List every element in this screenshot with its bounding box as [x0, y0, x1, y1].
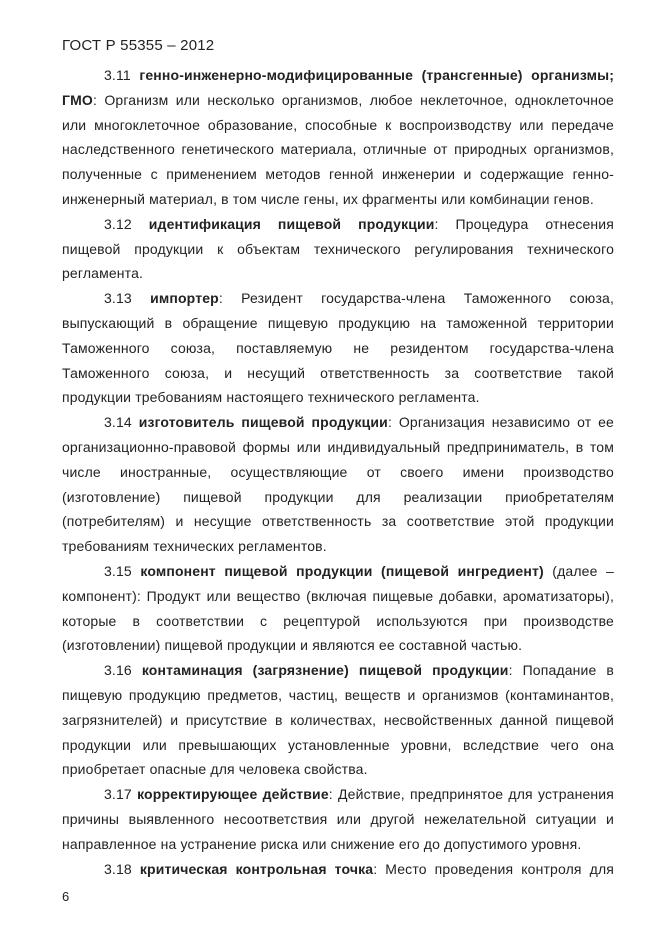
definition-paragraph [62, 286, 614, 410]
text: : Организм или несколько организмов, любое неклеточное, одноклеточное [92, 91, 614, 108]
text-line [62, 857, 614, 882]
term: идентификация пищевой продукции [148, 215, 435, 232]
definition-paragraph [62, 212, 614, 286]
definition-paragraph [62, 658, 614, 782]
text-line [62, 410, 614, 435]
term: корректирующее действие [137, 786, 329, 803]
text: регламента. [62, 265, 144, 282]
definition-paragraph [62, 782, 614, 856]
text: Таможенного союза, поставляемую не резидентом государства-члена [62, 339, 614, 356]
text-line [62, 385, 614, 410]
term: критическая контрольная точка [139, 860, 374, 877]
term: генно-инженерно-модифицированные (трансгенные) организмы; [139, 67, 614, 83]
text: : Организация независимо от ее [387, 414, 614, 431]
text: организационно-правовой формы или индивидуальный предприниматель, в том [62, 438, 614, 455]
text-line [62, 509, 614, 534]
text-line [62, 88, 614, 113]
text-line [62, 683, 614, 708]
definition-paragraph [62, 63, 614, 212]
text: (потребителям) и несущие ответственность за соответствие этой продукции [62, 513, 614, 530]
term: компонент пищевой продукции (пищевой ингредиент) [140, 562, 544, 579]
term: изготовитель пищевой продукции [138, 414, 388, 431]
text-line [62, 261, 614, 286]
text: пищевой продукции к объектам технического регулирования технического [62, 240, 614, 257]
text: 3.13 [104, 290, 151, 307]
text: направленное на устранение риска или снижение его до допустимого уровня. [62, 835, 582, 852]
text: компонент): Продукт или вещество (включая пищевые добавки, ароматизаторы), [62, 587, 614, 604]
page-number: 6 [62, 889, 70, 904]
text: выпускающий в обращение пищевую продукцию на таможенной территории [62, 314, 614, 331]
text-line [62, 336, 614, 361]
text-line [62, 286, 614, 311]
text-line [62, 237, 614, 262]
text: наследственного генетического материала, отличные от природных организмов, [62, 141, 614, 158]
text: загрязнителей) и присутствие в количествах, несвойственных данной пищевой [62, 711, 614, 728]
document-body [62, 63, 614, 881]
text: 3.17 [104, 786, 138, 803]
term: контаминация (загрязнение) пищевой продукции [141, 662, 509, 679]
text-line [62, 435, 614, 460]
text: : Действие, предпринятое для устранения [328, 786, 614, 803]
term: ГМО [62, 91, 93, 108]
text: 3.14 [104, 414, 139, 431]
text-line [62, 559, 614, 584]
document-header: ГОСТ Р 55355 – 2012 [62, 37, 215, 54]
text-line [62, 708, 614, 733]
text: : Процедура отнесения [434, 215, 614, 232]
text-line [62, 807, 614, 832]
text-line [62, 311, 614, 336]
text: 3.12 [104, 215, 149, 232]
term: импортер [150, 290, 219, 307]
text: полученные с применением методов генной инженерии и содержащие генно- [62, 166, 614, 183]
text-line [62, 584, 614, 609]
text-line [62, 460, 614, 485]
text-line [62, 162, 614, 187]
text: пищевую продукцию предметов, частиц, веществ и организмов (контаминантов, [62, 686, 614, 703]
text-line [62, 63, 614, 88]
text-line [62, 137, 614, 162]
text-line [62, 658, 614, 683]
text: причины выявленного несоответствия или другой нежелательной ситуации и [62, 810, 614, 827]
text-line [62, 534, 614, 559]
text: числе иностранные, осуществляющие от своего имени производство [62, 463, 614, 480]
text-line [62, 757, 614, 782]
definition-paragraph [62, 559, 614, 658]
text-line [62, 212, 614, 237]
text: 3.18 [104, 860, 140, 877]
definition-paragraph [62, 857, 614, 882]
text: 3.16 [104, 662, 142, 679]
text: (изготовление) пищевой продукции для реализации приобретателям [62, 488, 614, 505]
text-line [62, 633, 614, 658]
text: инженерный материал, в том числе гены, их фрагменты или комбинации генов. [62, 190, 594, 207]
text-line [62, 609, 614, 634]
text-line [62, 782, 614, 807]
text: продукции или превышающих установленные уровни, вследствие чего она [62, 736, 614, 753]
text-line [62, 187, 614, 212]
text: 3.11 [104, 67, 140, 83]
text-line [62, 733, 614, 758]
text: требованиям технических регламентов. [62, 538, 327, 555]
text: Таможенного союза, и несущий ответственность за соответствие такой [62, 364, 614, 381]
text: 3.15 [104, 562, 141, 579]
text: (далее – [543, 562, 614, 579]
text: приобретает опасные для человека свойства. [62, 761, 368, 778]
text: : Место проведения контроля для [373, 860, 615, 877]
text: : Резидент государства-члена Таможенного союза, [218, 290, 614, 307]
text: : Попадание в [508, 662, 614, 679]
text: продукции требованиям настоящего технического регламента. [62, 389, 480, 406]
text: или многоклеточное образование, способные к воспроизводству или передаче [62, 116, 614, 133]
text-line [62, 485, 614, 510]
text-line [62, 832, 614, 857]
text: которые в соответствии с рецептурой используются при производстве [62, 612, 614, 629]
text-line [62, 113, 614, 138]
text: (изготовлении) пищевой продукции и являются ее составной частью. [62, 637, 523, 654]
text-line [62, 361, 614, 386]
definition-paragraph [62, 410, 614, 559]
